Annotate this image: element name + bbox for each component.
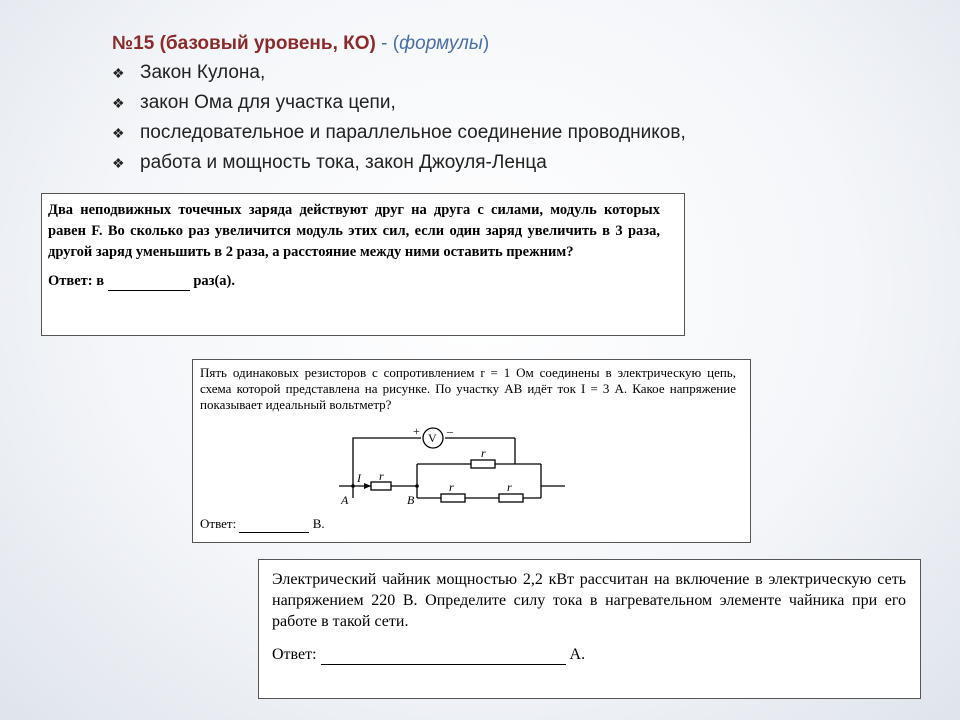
list-item: ❖ работа и мощность тока, закон Джоуля-Ленца: [112, 148, 932, 178]
title-tag: - (формулы): [375, 33, 490, 54]
task-text: Пять одинаковых резисторов с сопротивлением r = 1 Ом соединены в электрическую цепь, схема которой представлена на рисунке. По участку AB идёт ток I = 3 А. Какое напряжение показывает идеальный вольтметр?: [200, 365, 736, 412]
slide-title: [112, 30, 932, 58]
svg-text:r: r: [449, 480, 454, 494]
svg-text:I: I: [357, 471, 361, 485]
task-card-kettle: [258, 559, 921, 699]
svg-text:+: +: [413, 426, 420, 438]
resistor-icon: [471, 460, 495, 468]
task-card-coulomb: [41, 193, 685, 336]
resistor-icon: [499, 494, 523, 502]
resistor-icon: [441, 494, 465, 502]
svg-text:r: r: [379, 469, 384, 483]
topic-list: [112, 58, 932, 178]
svg-text:r: r: [481, 446, 486, 460]
list-item: ❖ закон Ома для участка цепи,: [112, 88, 932, 118]
answer-line: Ответ: В.: [200, 516, 325, 531]
task-card-resistors: [192, 359, 751, 543]
current-arrow-icon: [364, 483, 371, 489]
svg-text:–: –: [447, 426, 453, 438]
svg-text:B: B: [407, 493, 415, 506]
svg-text:r: r: [507, 480, 512, 494]
answer-blank[interactable]: [108, 273, 190, 291]
answer-blank[interactable]: [239, 516, 309, 533]
task-text: Два неподвижных точечных заряда действуют друг на друга с силами, модуль которых равен F. Во сколько раз увеличится модуль этих сил, если один заряд увеличить в 3 раза, другой заряд уменьшить в 2 раза, а расстояние между ними оставить прежним?: [48, 202, 660, 260]
svg-text:A: A: [341, 493, 349, 506]
diamond-bullet-icon: ❖: [112, 155, 125, 171]
svg-text:V: V: [428, 431, 437, 445]
diamond-bullet-icon: ❖: [112, 95, 125, 111]
slide-header: [112, 30, 932, 178]
task-number: №15 (базовый уровень, КО): [112, 33, 376, 54]
list-item: ❖ Закон Кулона,: [112, 58, 932, 88]
list-item: ❖ последовательное и параллельное соединение проводников,: [112, 118, 932, 148]
diamond-bullet-icon: ❖: [112, 65, 125, 81]
answer-line: Ответ: в раз(а).: [48, 273, 236, 289]
diamond-bullet-icon: ❖: [112, 125, 125, 141]
circuit-diagram: [333, 426, 573, 506]
resistor-icon: [371, 482, 391, 490]
answer-line: Ответ: А.: [272, 646, 586, 663]
task-text: Электрический чайник мощностью 2,2 кВт рассчитан на включение в электрическую сеть напряжением 220 В. Определите силу тока в нагревательном элементе чайника при его работе в такой сети.: [272, 571, 906, 630]
answer-blank[interactable]: [321, 646, 566, 665]
